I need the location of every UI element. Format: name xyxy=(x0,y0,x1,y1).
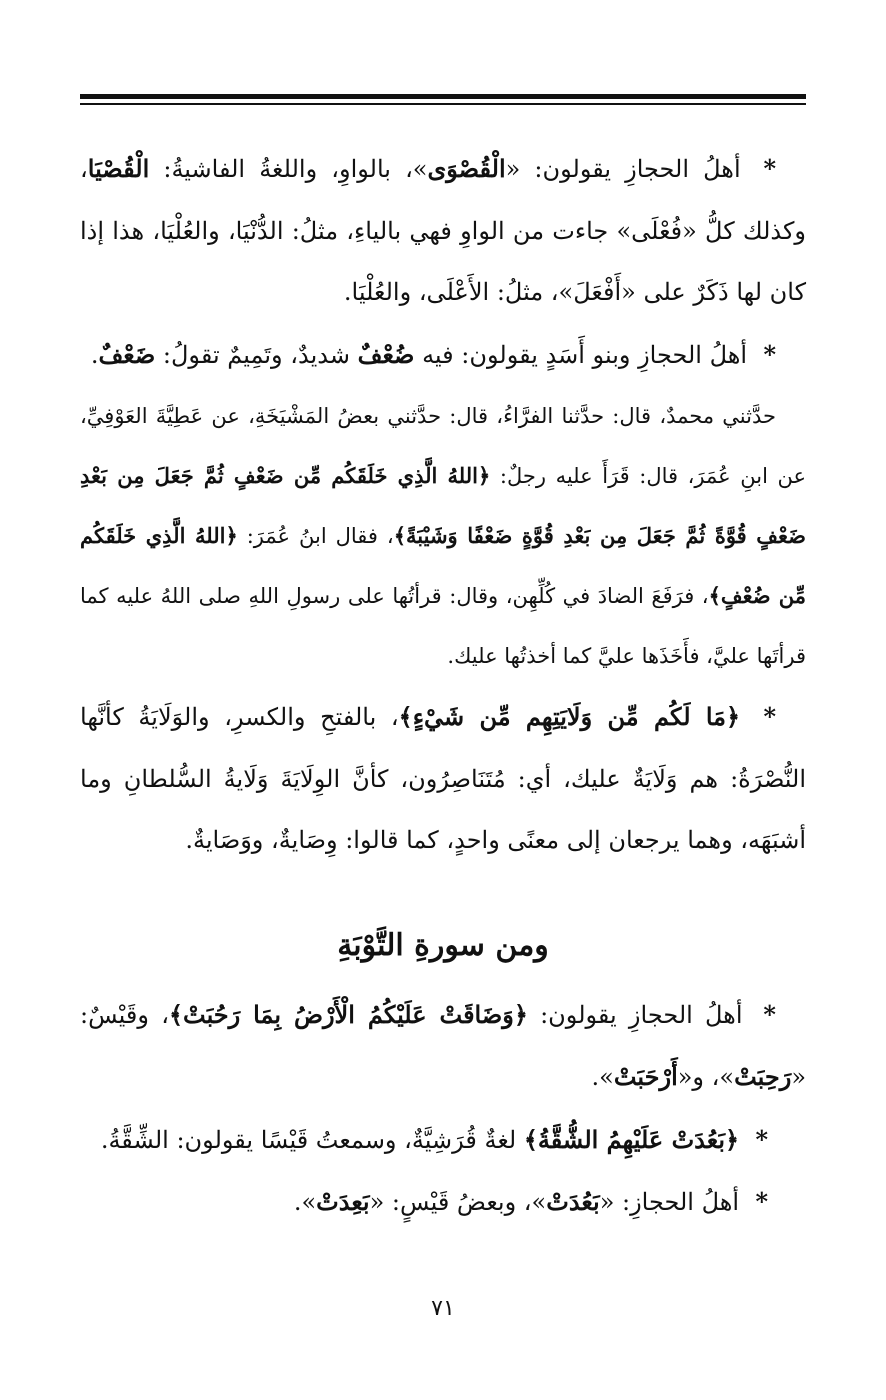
emphasized-text: ﴿بَعُدَتْ عَلَيْهِمُ الشُّقَّةُ﴾ xyxy=(523,1124,740,1154)
emphasized-text: بَعِدَتْ xyxy=(316,1187,370,1216)
text-segment: ، فقال ابنُ عُمَرَ: xyxy=(237,524,394,548)
emphasized-text: ﴿وَضَاقَتْ عَلَيْكُمُ الْأَرْضُ بِمَا رَحُبَتْ﴾ xyxy=(168,999,528,1029)
paragraph xyxy=(80,386,806,686)
text-segment: ، وقَيْسٌ: « xyxy=(80,1000,806,1091)
text-segment: ». xyxy=(591,1063,614,1091)
text-segment: ، فرَفَعَ الضادَ في كُلِّهِن، وقال: قرأتُها على رسولِ اللهِ صلى اللهُ عليه كما قرأتَها عليَّ، فأَخَذَها عليَّ كما أخذتُها عليك. xyxy=(80,584,806,668)
bullet-star: * xyxy=(748,154,777,183)
bullet-star: * xyxy=(747,1124,768,1154)
text-segment: »، بالواوِ، واللغةُ الفاشيةُ: xyxy=(149,155,428,183)
paragraph xyxy=(80,1109,806,1172)
paragraph xyxy=(80,138,806,324)
bullet-star: * xyxy=(755,339,776,369)
emphasized-text: ﴿اللهُ الَّذِي خَلَقَكُم مِّن ضَعْفٍ ثُمَّ جَعَلَ مِن بَعْدِ ضَعْفٍ قُوَّةً ثُمَّ جَعَلَ مِن بَعْدِ قُوَّةٍ ضَعْفًا وَشَيْبَةً﴾ xyxy=(80,463,807,548)
header-rule-thin xyxy=(80,103,806,105)
emphasized-text: الْقُصْوَى xyxy=(427,154,506,183)
bottom-paragraphs xyxy=(80,984,806,1234)
text-segment: ، وكذلك كلُّ «فُعْلَى» جاءت من الواوِ فهي بالياءِ، مثلُ: الدُّنْيَا، والعُلْيَا، هذا إذا كان لها ذَكَرٌ على «أَفْعَلَ»، مثلُ: الأَعْلَى، والعُلْيَا. xyxy=(80,155,806,306)
bullet-star: * xyxy=(750,999,776,1029)
text-segment: . xyxy=(90,340,99,369)
text-segment: ، بالفتحِ والكسرِ، والوَلَايَةُ كأنَّها النُّصْرَةُ: هم وَلَايَةٌ عليك، أي: مُتَنَاصِرُون، كأنَّ الوِلَايَةَ وَلَايةُ السُّلطانِ وما أشبَهَه، وهما يرجعان إلى معنًى واحدٍ، كما قالوا: وِصَايةٌ، ووَصَايةٌ. xyxy=(80,703,806,854)
paragraph xyxy=(80,984,806,1109)
text-segment: لغةٌ قُرَشِيَّةٌ، وسمعتُ قَيْسًا يقولون: الشِّقَّةُ. xyxy=(100,1125,524,1154)
paragraph xyxy=(80,1171,806,1234)
paragraph xyxy=(80,324,806,387)
header-rule-thick xyxy=(80,94,806,99)
top-paragraphs xyxy=(80,138,806,872)
emphasized-text: ضُعْفٌ xyxy=(357,339,415,369)
text-segment: أهلُ الحجازِ يقولون: « xyxy=(505,155,741,183)
text-segment: أهلُ الحجازِ وبنو أَسَدٍ يقولون: فيه xyxy=(414,340,748,369)
emphasized-text: الْقُصْيَا xyxy=(87,154,150,183)
body-text xyxy=(80,138,806,1234)
text-segment: أهلُ الحجازِ: « xyxy=(599,1188,740,1216)
bullet-star: * xyxy=(748,702,776,731)
text-segment: حدَّثني محمدٌ، قال: حدَّثنا الفرَّاءُ، قال: حدَّثني بعضُ المَشْيَخَةِ، عن عَطِيَّةَ العَوْفِيِّ، عن ابنِ عُمَرَ، قال: قَرَأَ عليه رجلٌ: xyxy=(80,404,806,488)
paragraph xyxy=(80,686,806,872)
emphasized-text: ضَعْفٌ xyxy=(98,339,156,369)
text-segment: »، وبعضُ قَيْسٍ: « xyxy=(369,1188,547,1216)
text-segment: »، و« xyxy=(677,1063,735,1091)
emphasized-text: ﴿اللهُ الَّذِي خَلَقَكُم مِّن ضُعْفٍ﴾ xyxy=(80,523,806,608)
page-number: ٧١ xyxy=(431,1296,455,1321)
emphasized-text: ﴿مَا لَكُم مِّن وَلَايَتِهِم مِّن شَيْءٍ﴾ xyxy=(398,702,741,731)
text-segment: أهلُ الحجازِ يقولون: xyxy=(527,1000,743,1029)
emphasized-text: بَعُدَتْ xyxy=(546,1187,600,1216)
emphasized-text: أَرْحَبَتْ xyxy=(613,1062,678,1091)
text-segment: ». xyxy=(293,1188,317,1216)
section-heading: ومن سورةِ التَّوْبَةِ xyxy=(337,927,549,963)
bullet-star: * xyxy=(747,1187,768,1216)
text-segment: شديدٌ، وتَمِيمٌ تقولُ: xyxy=(155,340,358,369)
emphasized-text: رَحِبَتْ xyxy=(734,1062,792,1091)
